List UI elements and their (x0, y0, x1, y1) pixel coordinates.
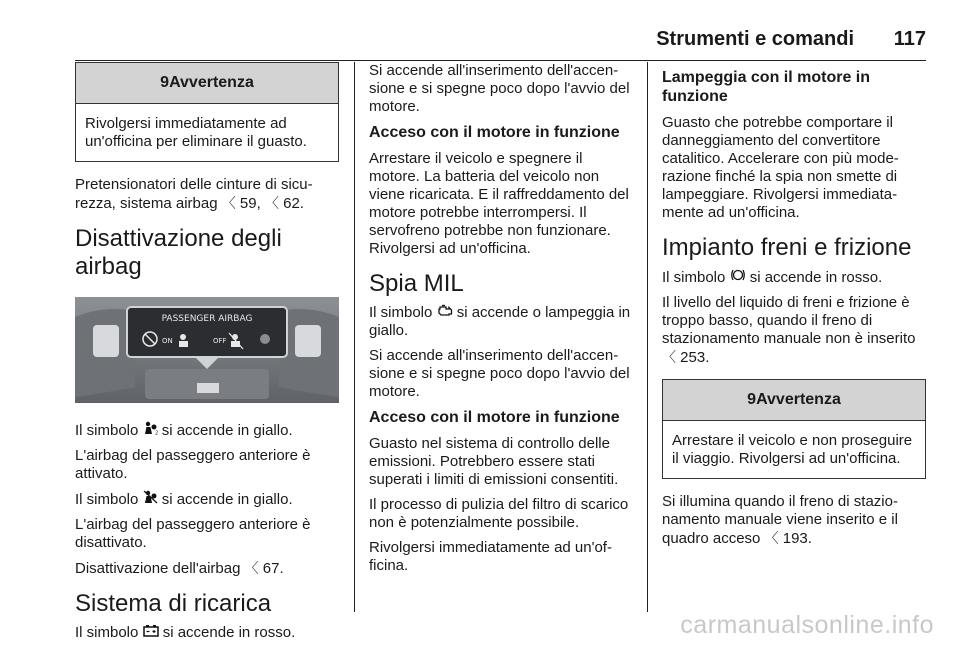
column-divider (354, 62, 355, 612)
warning-box (662, 379, 926, 479)
battery-icon (143, 624, 159, 642)
paragraph: Pretensionatori delle cinture di sicurezza, sistema airbag 〈 59, 〈 62. (75, 176, 313, 212)
paragraph: Il livello del liquido di freni e frizione è troppo basso, quando il freno di stazionamento manuale non è inserito 〈 253. (662, 294, 916, 366)
column-3 (662, 62, 926, 555)
airbag-panel-photo (75, 297, 339, 403)
paragraph: Si accende all'inserimento dell'accensione e si spegne poco dopo l'avvio del motore. (369, 347, 630, 400)
paragraph: L'airbag del passeggero anteriore è disattivato. (75, 516, 311, 551)
page-ref: 67 (262, 560, 280, 577)
paragraph: Il simbolo si accende o lampeggia in giallo. (369, 304, 631, 339)
paragraph: Si accende all'inserimento dell'accensione e si spegne poco dopo l'avvio del motore. (369, 62, 630, 115)
paragraph: Il simbolo si accende in rosso. (75, 624, 296, 641)
watermark: carmanualsonline.info (680, 611, 934, 639)
page-ref: 193 (782, 530, 808, 547)
panel-on-label: ON (162, 337, 173, 345)
heading-on-with-engine-running: Acceso con il motore in funzione (369, 409, 620, 426)
brake-warning-icon (730, 268, 746, 287)
paragraph: Rivolgersi immediatamente ad un'officina. (369, 539, 612, 574)
warning-header (76, 63, 338, 104)
paragraph: Il processo di pulizia del filtro di scarico non è potenzialmente possibile. (369, 496, 629, 531)
paragraph: Si illumina quando il freno di stazionamento manuale viene inserito e il quadro acceso 〈 193. (662, 493, 898, 547)
paragraph: Disattivazione dell'airbag 〈 67. (75, 560, 284, 577)
page-ref: 59 (239, 195, 257, 212)
heading-brakes-clutch: Impianto freni e frizione (662, 234, 912, 261)
warning-mark: 9 (747, 391, 757, 408)
paragraph: Guasto nel sistema di controllo delle emissioni. Potrebbero essere stati superati i limiti di emissioni consentiti. (369, 435, 619, 488)
warning-header (663, 380, 925, 421)
panel-text: PASSENGER AIRBAG (161, 314, 253, 324)
airbag-on-icon (143, 421, 158, 440)
section-title: Strumenti e comandi (656, 28, 854, 50)
page-ref-arrow-icon: 〈 (662, 349, 676, 365)
page-ref-arrow-icon: 〈 (221, 195, 236, 211)
svg-text:2: 2 (154, 430, 158, 435)
heading-mil: Spia MIL (369, 270, 464, 297)
warning-box (75, 62, 339, 162)
warning-mark: 9 (160, 74, 170, 91)
page-ref-arrow-icon: 〈 (764, 530, 779, 546)
paragraph: L'airbag del passeggero anteriore è attivato. (75, 447, 311, 482)
page-header (75, 20, 926, 50)
warning-title: Avvertenza (169, 74, 254, 91)
heading-airbag-deactivation: Disattivazione degli airbag (75, 225, 282, 280)
paragraph: Il simbolo 2 si accende in giallo. (75, 422, 293, 439)
heading-charging-system: Sistema di ricarica (75, 590, 272, 617)
page-ref: 253 (680, 349, 706, 366)
paragraph: Guasto che potrebbe comportare il danneggiamento del convertitore catalitico. Accelerare con più moderazione finché la spia non smette di lampeggiare. Rivolgersi immediatamente ad un'officina. (662, 114, 899, 221)
airbag-off-icon (143, 490, 158, 509)
paragraph: Arrestare il veicolo e spegnere il motore. La batteria del veicolo non viene ricaricata. E il raffreddamento del motore potrebbe interrompersi. Il servofreno potrebbe non funzionare. Rivolgersi ad un'officina. (369, 150, 629, 257)
column-divider (647, 62, 648, 612)
paragraph: Il simbolo si accende in giallo. (75, 491, 293, 508)
warning-title: Avvertenza (756, 391, 841, 408)
warning-text: Rivolgersi immediatamente ad un'officina per eliminare il guasto. (85, 115, 307, 150)
warning-text: Arrestare il veicolo e non proseguire il viaggio. Rivolgersi ad un'officina. (672, 432, 913, 467)
column-1 (75, 62, 339, 649)
page-ref-arrow-icon: 〈 (264, 195, 279, 211)
heading-flashing-engine-running: Lampeggia con il motore in funzione (662, 69, 871, 105)
engine-icon (437, 304, 453, 322)
page-number: 117 (893, 28, 926, 50)
panel-off-label: OFF (213, 337, 227, 345)
page-ref: 62 (283, 195, 300, 212)
paragraph: Il simbolo si accende in rosso. (662, 269, 883, 286)
header-rule (75, 60, 926, 61)
heading-on-with-engine-running: Acceso con il motore in funzione (369, 124, 620, 141)
column-2 (369, 62, 633, 582)
page-ref-arrow-icon: 〈 (244, 560, 259, 576)
